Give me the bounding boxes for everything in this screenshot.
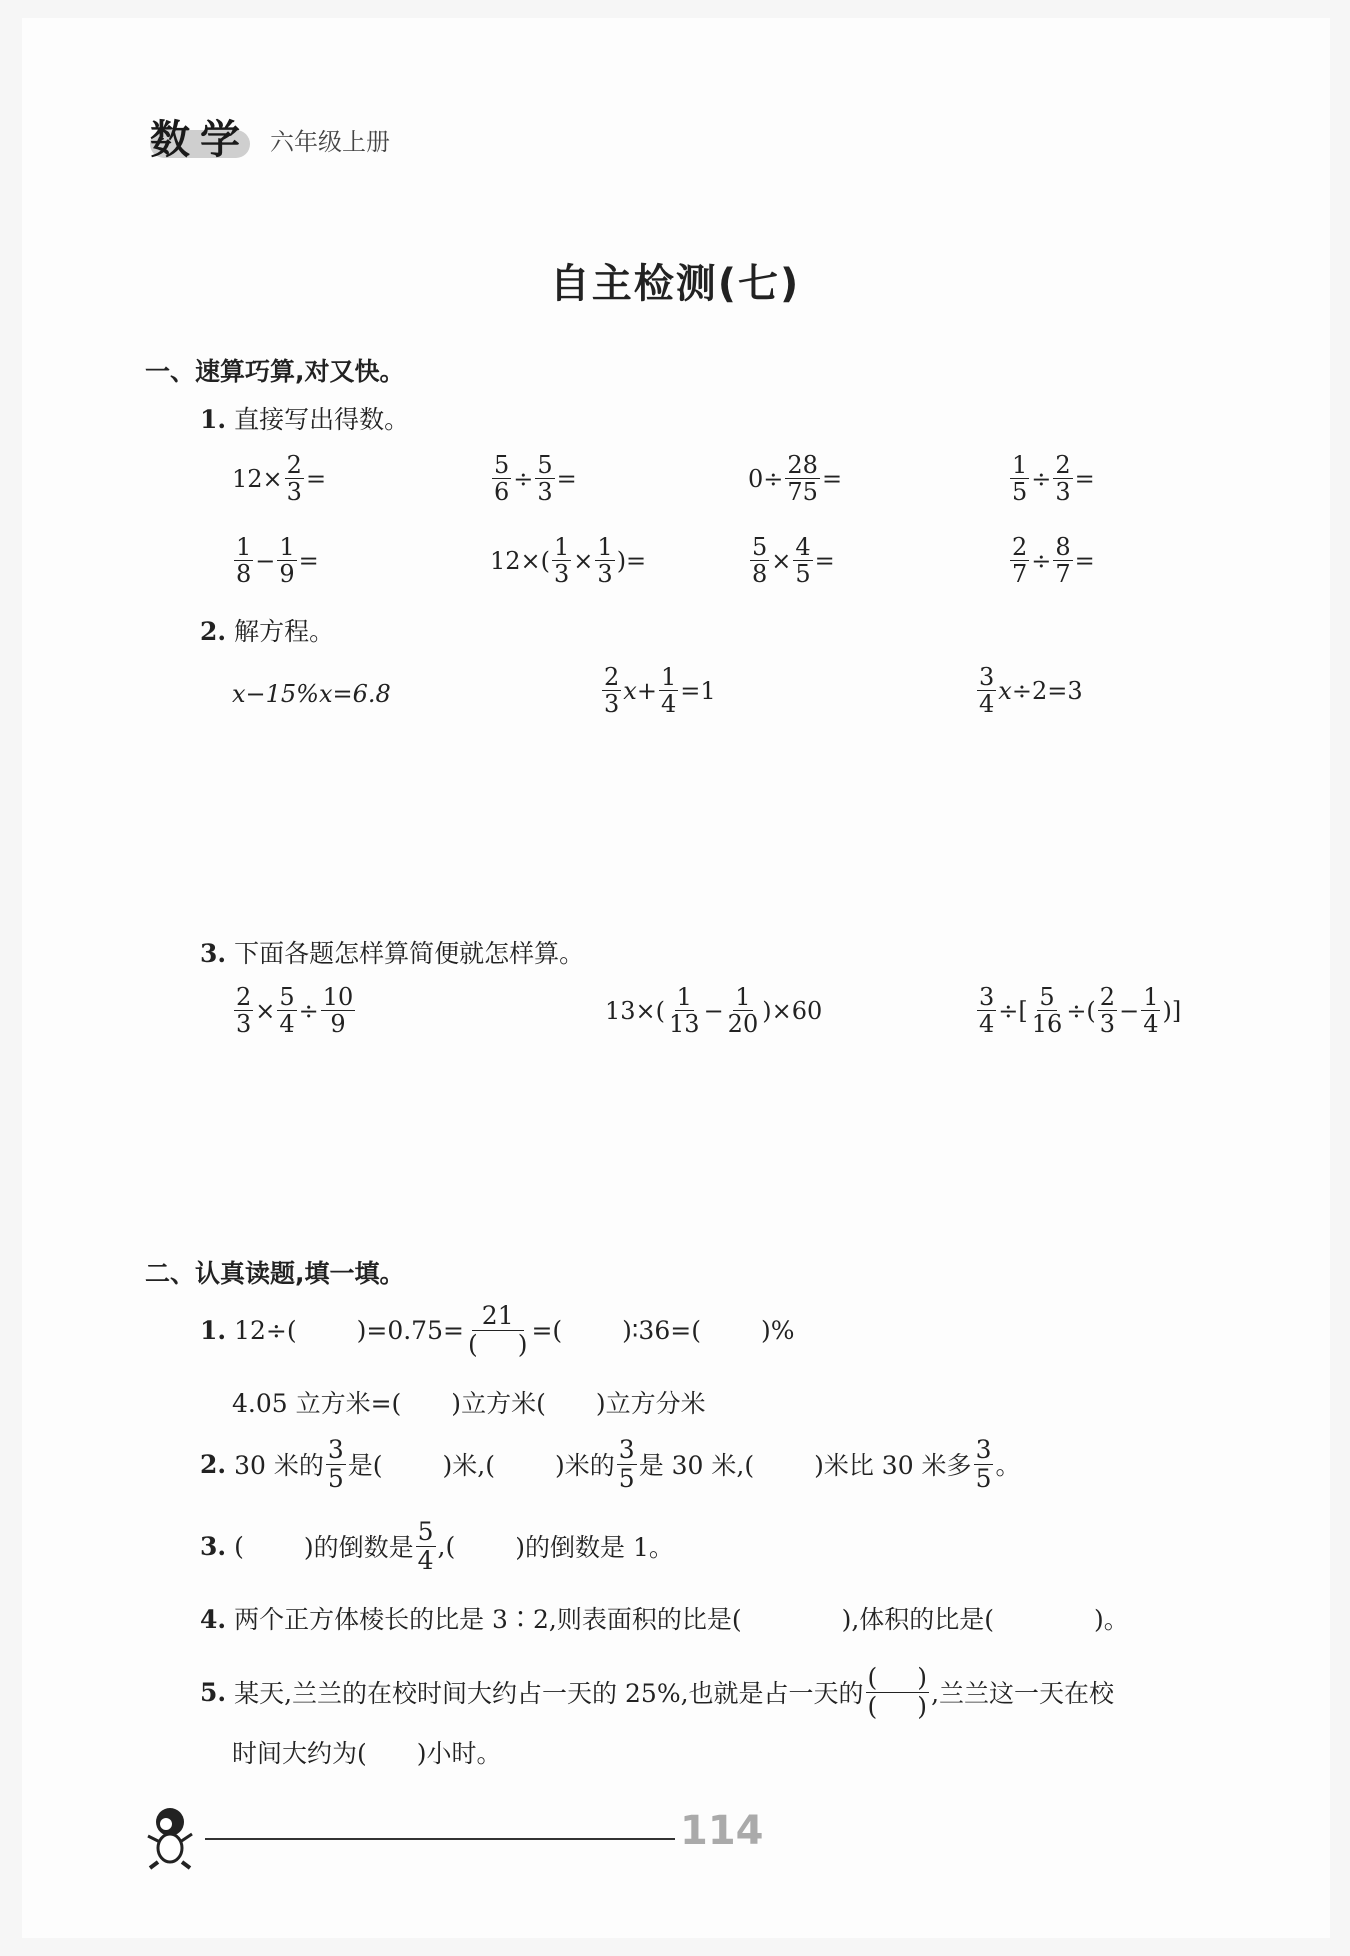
header-subject: 数学 xyxy=(150,117,250,163)
section-2-heading: 二、认真读题,填一填。 xyxy=(145,1259,405,1288)
header-grade: 六年级上册 xyxy=(270,128,390,156)
s2-q4-number: 4. xyxy=(200,1605,227,1634)
s2-q5-number: 5. xyxy=(200,1677,227,1707)
s2-q4 xyxy=(200,1600,1129,1636)
simplify-3: $\frac{3}{4}$ ÷[ $\frac{5}{16}$ ÷( $\frac{2}{3}$ − $\frac{1}{4}$ )] xyxy=(979,983,1182,1039)
equation-1: x−15%x=6.8 xyxy=(232,680,391,708)
calc-2: $\frac{5}{6}$ ÷ $\frac{5}{3}$ = xyxy=(494,451,577,507)
section-1-heading: 一、速算巧算,对又快。 xyxy=(145,357,405,386)
mascot-icon xyxy=(140,1802,200,1872)
calc-3: 0÷ $\frac{28}{75}$ = xyxy=(748,451,843,507)
s1-q2 xyxy=(200,612,334,648)
simplify-2: 13×( $\frac{1}{13}$ − $\frac{1}{20}$ )×60 xyxy=(605,983,823,1039)
calc-5: $\frac{1}{8}$ − $\frac{1}{9}$ = xyxy=(236,533,319,589)
s1-q2-text: 解方程。 xyxy=(234,617,335,646)
equation-3: $\frac{3}{4}$ x ÷2=3 xyxy=(979,663,1083,719)
s2-q4-text: 两个正方体棱长的比是 3∶2,则表面积的比是( ),体积的比是( )。 xyxy=(234,1605,1129,1634)
s2-q2: 2. 30 米的 $\frac{3}{5}$ 是( )米,( )米的 $\frac{3}{5}$ 是 30 米,( )米比 30 米多 $\frac{3}{5}$ 。 xyxy=(200,1435,1021,1493)
calc-8: $\frac{2}{7}$ ÷ $\frac{8}{7}$ = xyxy=(1012,533,1095,589)
s1-q1-number: 1. xyxy=(200,405,227,434)
s2-q3: 3. ( )的倒数是 $\frac{5}{4}$ ,( )的倒数是 1。 xyxy=(200,1517,674,1575)
s1-q3 xyxy=(200,934,584,970)
s2-q1-line2: 4.05 立方米=( )立方米( )立方分米 xyxy=(232,1389,706,1418)
s2-q5-line1: 5. 某天,兰兰的在校时间大约占一天的 25%,也就是占一天的 $\frac{( )}{( )}$ ,兰兰这一天在校 xyxy=(200,1663,1115,1721)
equation-2: $\frac{2}{3}$ x + $\frac{1}{4}$ =1 xyxy=(604,663,716,719)
s1-q3-text: 下面各题怎样算简便就怎样算。 xyxy=(234,939,585,968)
s1-q2-number: 2. xyxy=(200,617,227,646)
page-title: 自主检测(七) xyxy=(549,261,801,307)
calc-1: 12× $\frac{2}{3}$ = xyxy=(232,451,327,507)
simplify-1: $\frac{2}{3}$ × $\frac{5}{4}$ ÷ $\frac{10}{9}$ xyxy=(236,983,354,1039)
s2-q1-line1: 1. 12÷( )=0.75= $\frac{21}{( )}$ =( )∶36=( )% xyxy=(200,1301,795,1359)
s2-q1-number: 1. xyxy=(200,1315,227,1345)
calc-4: $\frac{1}{5}$ ÷ $\frac{2}{3}$ = xyxy=(1012,451,1095,507)
s1-q3-number: 3. xyxy=(200,939,227,968)
s2-q5-line2: 时间大约为( )小时。 xyxy=(232,1739,502,1768)
page-number: 114 xyxy=(680,1808,764,1854)
calc-7: $\frac{5}{8}$ × $\frac{4}{5}$ = xyxy=(752,533,835,589)
s2-q3-number: 3. xyxy=(200,1531,227,1561)
footer-rule xyxy=(205,1838,675,1840)
s1-q1 xyxy=(200,400,409,436)
s1-q1-text: 直接写出得数。 xyxy=(234,405,410,434)
calc-6: 12×( $\frac{1}{3}$ × $\frac{1}{3}$ )= xyxy=(490,533,647,589)
s2-q2-number: 2. xyxy=(200,1449,227,1479)
